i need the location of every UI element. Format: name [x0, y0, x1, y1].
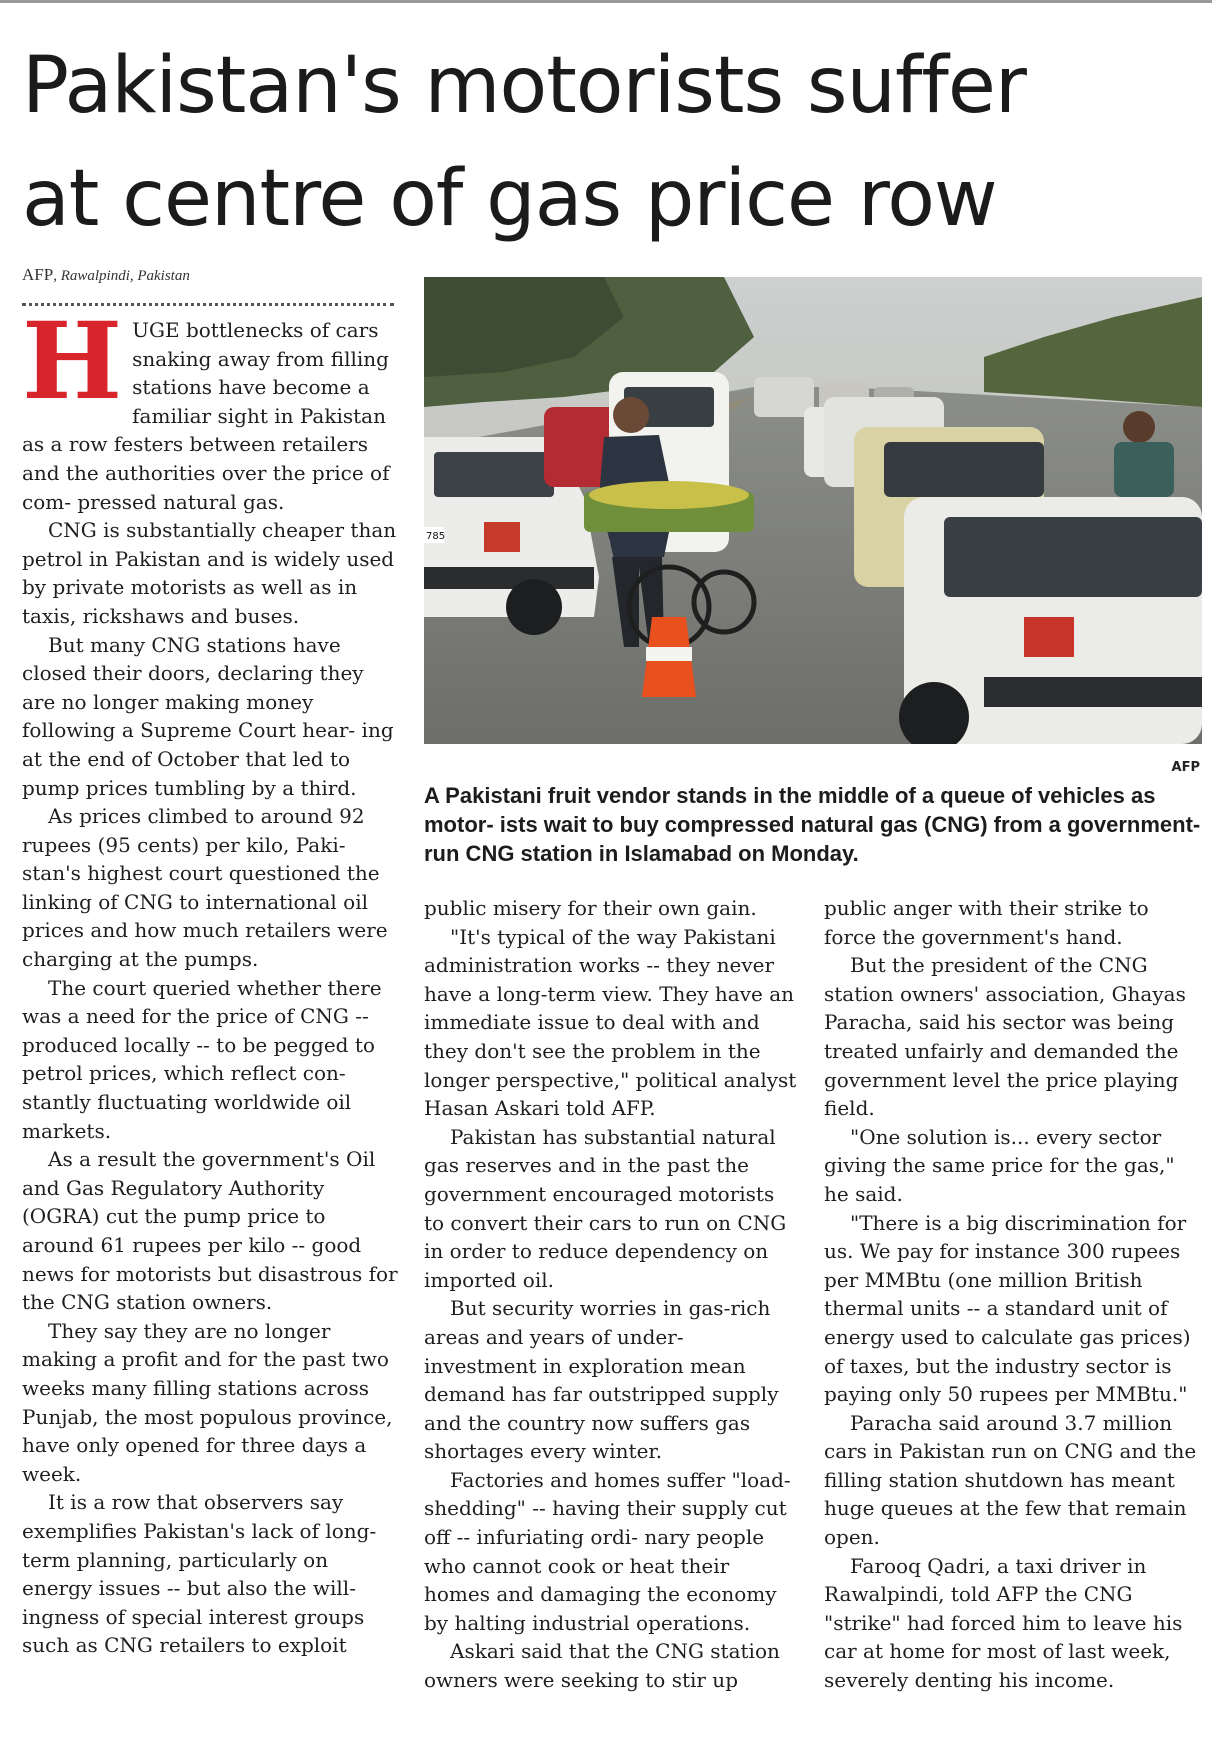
article-paragraph: But security worries in gas-rich areas and years of under- investment in exploration mean demand has far outstripped supply and the country now suffers gas shortages every winter. [424, 1296, 779, 1464]
article-paragraph: public anger with their strike to force the government's hand. [824, 896, 1149, 949]
article-paragraph: But many CNG stations have closed their doors, declaring they are no longer making money following a Supreme Court hear- ing at the end of October that led to pump prices tumbling by a third. [22, 632, 394, 800]
article-column-3 [824, 894, 1202, 1695]
article-paragraph: Askari said that the CNG station owners were seeking to stir up [424, 1639, 780, 1693]
article-paragraph: "There is a big discrimination for us. We pay for instance 300 rupees per MMBtu (one million British thermal units -- a standard unit of energy used to calculate gas prices) of taxes, but the industry sector is paying only 50 rupees per MMBtu." [824, 1210, 1191, 1407]
article-column-2 [424, 894, 800, 1695]
headline-line-2: at centre of gas price row [22, 154, 997, 244]
article-paragraph: Pakistan has substantial natural gas reserves and in the past the government encouraged motorists to convert their cars to run on CNG in order to reduce dependency on imported oil. [424, 1124, 787, 1292]
article-paragraph: "It's typical of the way Pakistani administration works -- they never have a long-term view. They have an immediate issue to deal with and they don't see the problem in the longer perspective," political analyst Hasan Askari told AFP. [424, 924, 797, 1121]
byline-location: Rawalpindi, Pakistan [60, 268, 190, 284]
byline-agency: AFP [22, 265, 54, 284]
article-paragraph: public misery for their own gain. [424, 896, 757, 920]
top-rule [0, 0, 1212, 3]
article-paragraph: Factories and homes suffer "load-shedding" -- having their supply cut off -- infuriating ordi- nary people who cannot cook or heat their homes and damaging the economy by halting industrial operations. [424, 1467, 791, 1635]
photo-caption: A Pakistani fruit vendor stands in the middle of a queue of vehicles as motor- ists wait to buy compressed natural gas (CNG) from a government-run CNG station in Islamabad on Monday. [424, 783, 1201, 866]
article-paragraph: CNG is substantially cheaper than petrol in Pakistan and is widely used by private motorists as well as in taxis, rickshaws and buses. [22, 518, 397, 628]
article-paragraph: But the president of the CNG station owners' association, Ghayas Paracha, said his sector was being treated unfairly and demanded the government level the price playing field. [824, 953, 1186, 1121]
license-plate-text: 785 [426, 531, 446, 542]
article-paragraph: Paracha said around 3.7 million cars in Pakistan run on CNG and the filling station shutdown has meant huge queues at the few that remain open. [824, 1410, 1197, 1550]
drop-cap: H [22, 298, 123, 423]
article-paragraph: It is a row that observers say exemplifies Pakistan's lack of long- term planning, particularly on energy issues -- but also the will- ingness of special interest groups such as CNG retailers to exploit [22, 1490, 377, 1658]
article-paragraph: As a result the government's Oil and Gas Regulatory Authority (OGRA) cut the pump price to around 61 rupees per kilo -- good news for motorists but disastrous for the CNG station owners. [22, 1147, 398, 1315]
news-photo [424, 277, 1202, 744]
photo-credit: AFP [1171, 760, 1200, 775]
article-paragraph: Farooq Qadri, a taxi driver in Rawalpindi, told AFP the CNG "strike" had forced him to leave his car at home for most of last week, severely denting his income. [824, 1553, 1183, 1693]
article-paragraph: They say they are no longer making a profit and for the past two weeks many filling stations across Punjab, the most populous province, have only opened for three days a week. [22, 1318, 393, 1486]
byline: AFP, Rawalpindi, Pakistan [22, 265, 190, 284]
article-paragraph: HUGE bottlenecks of cars snaking away from filling stations have become a familiar sight in Pakistan as a row festers between retailers and the authorities over the price of com- pressed natural gas. [22, 298, 390, 514]
headline [22, 30, 1202, 256]
article-paragraph: As prices climbed to around 92 rupees (95 cents) per kilo, Paki- stan's highest court questioned the linking of CNG to international oil prices and how much retailers were charging at the pumps. [22, 804, 388, 972]
article-paragraph: The court queried whether there was a need for the price of CNG -- produced locally -- to be pegged to petrol prices, which reflect con- stantly fluctuating worldwide oil markets. [22, 975, 382, 1143]
headline-line-1: Pakistan's motorists suffer [22, 41, 1026, 131]
article-column-1 [22, 298, 402, 1660]
article-paragraph: "One solution is... every sector giving the same price for the gas," he said. [824, 1124, 1175, 1206]
